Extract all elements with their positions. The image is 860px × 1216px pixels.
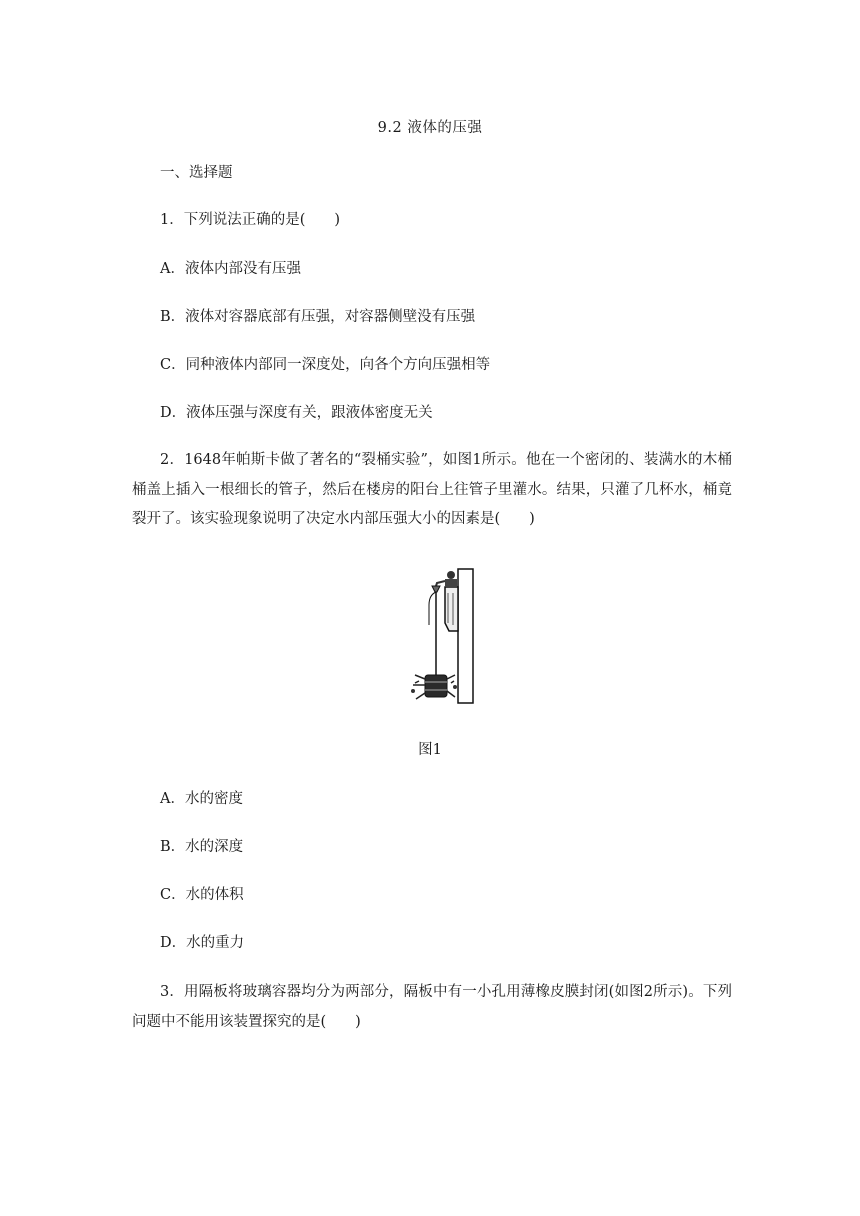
question-2-stem-block [132, 446, 732, 535]
building-wall [458, 569, 473, 703]
question-2-stem: 2．1648年帕斯卡做了著名的“裂桶实验”，如图1所示。他在一个密闭的、装满水的木桶桶盖上插入一根细长的管子，然后在楼房的阳台上往管子里灌水。结果，只灌了几杯水，桶竟裂开了。该实验现象说明了决定水内部压强大小的因素是( ) [132, 452, 732, 527]
person-body [445, 579, 457, 587]
question-3-stem-block [132, 978, 732, 1037]
question-1-option-d: D．液体压强与深度有关，跟液体密度无关 [160, 405, 433, 421]
question-2-option-c: C．水的体积 [160, 887, 244, 903]
question-1-option-c: C．同种液体内部同一深度处，向各个方向压强相等 [160, 357, 491, 373]
question-1-option-a: A．液体内部没有压强 [160, 261, 301, 277]
question-2-option-a: A．水的密度 [160, 791, 243, 807]
person-head [447, 571, 455, 579]
question-3-stem: 3．用隔板将玻璃容器均分为两部分，隔板中有一小孔用薄橡皮膜封闭(如图2所示)。下列问题中不能用该装置探究的是( ) [132, 984, 732, 1030]
funnel [432, 586, 440, 592]
page-title: 9.2 液体的压强 [377, 120, 483, 136]
barrel [425, 675, 447, 697]
question-1-option-b: B．液体对容器底部有压强，对容器侧壁没有压强 [160, 309, 476, 325]
section-heading: 一、选择题 [160, 165, 233, 181]
question-2-option-d: D．水的重力 [160, 935, 245, 951]
balcony [445, 587, 458, 631]
figure-1-caption: 图1 [418, 742, 442, 758]
question-2-option-b: B．水的深度 [160, 839, 244, 855]
pascal-barrel-figure [405, 565, 480, 705]
question-1-stem: 1．下列说法正确的是( ) [160, 212, 341, 228]
